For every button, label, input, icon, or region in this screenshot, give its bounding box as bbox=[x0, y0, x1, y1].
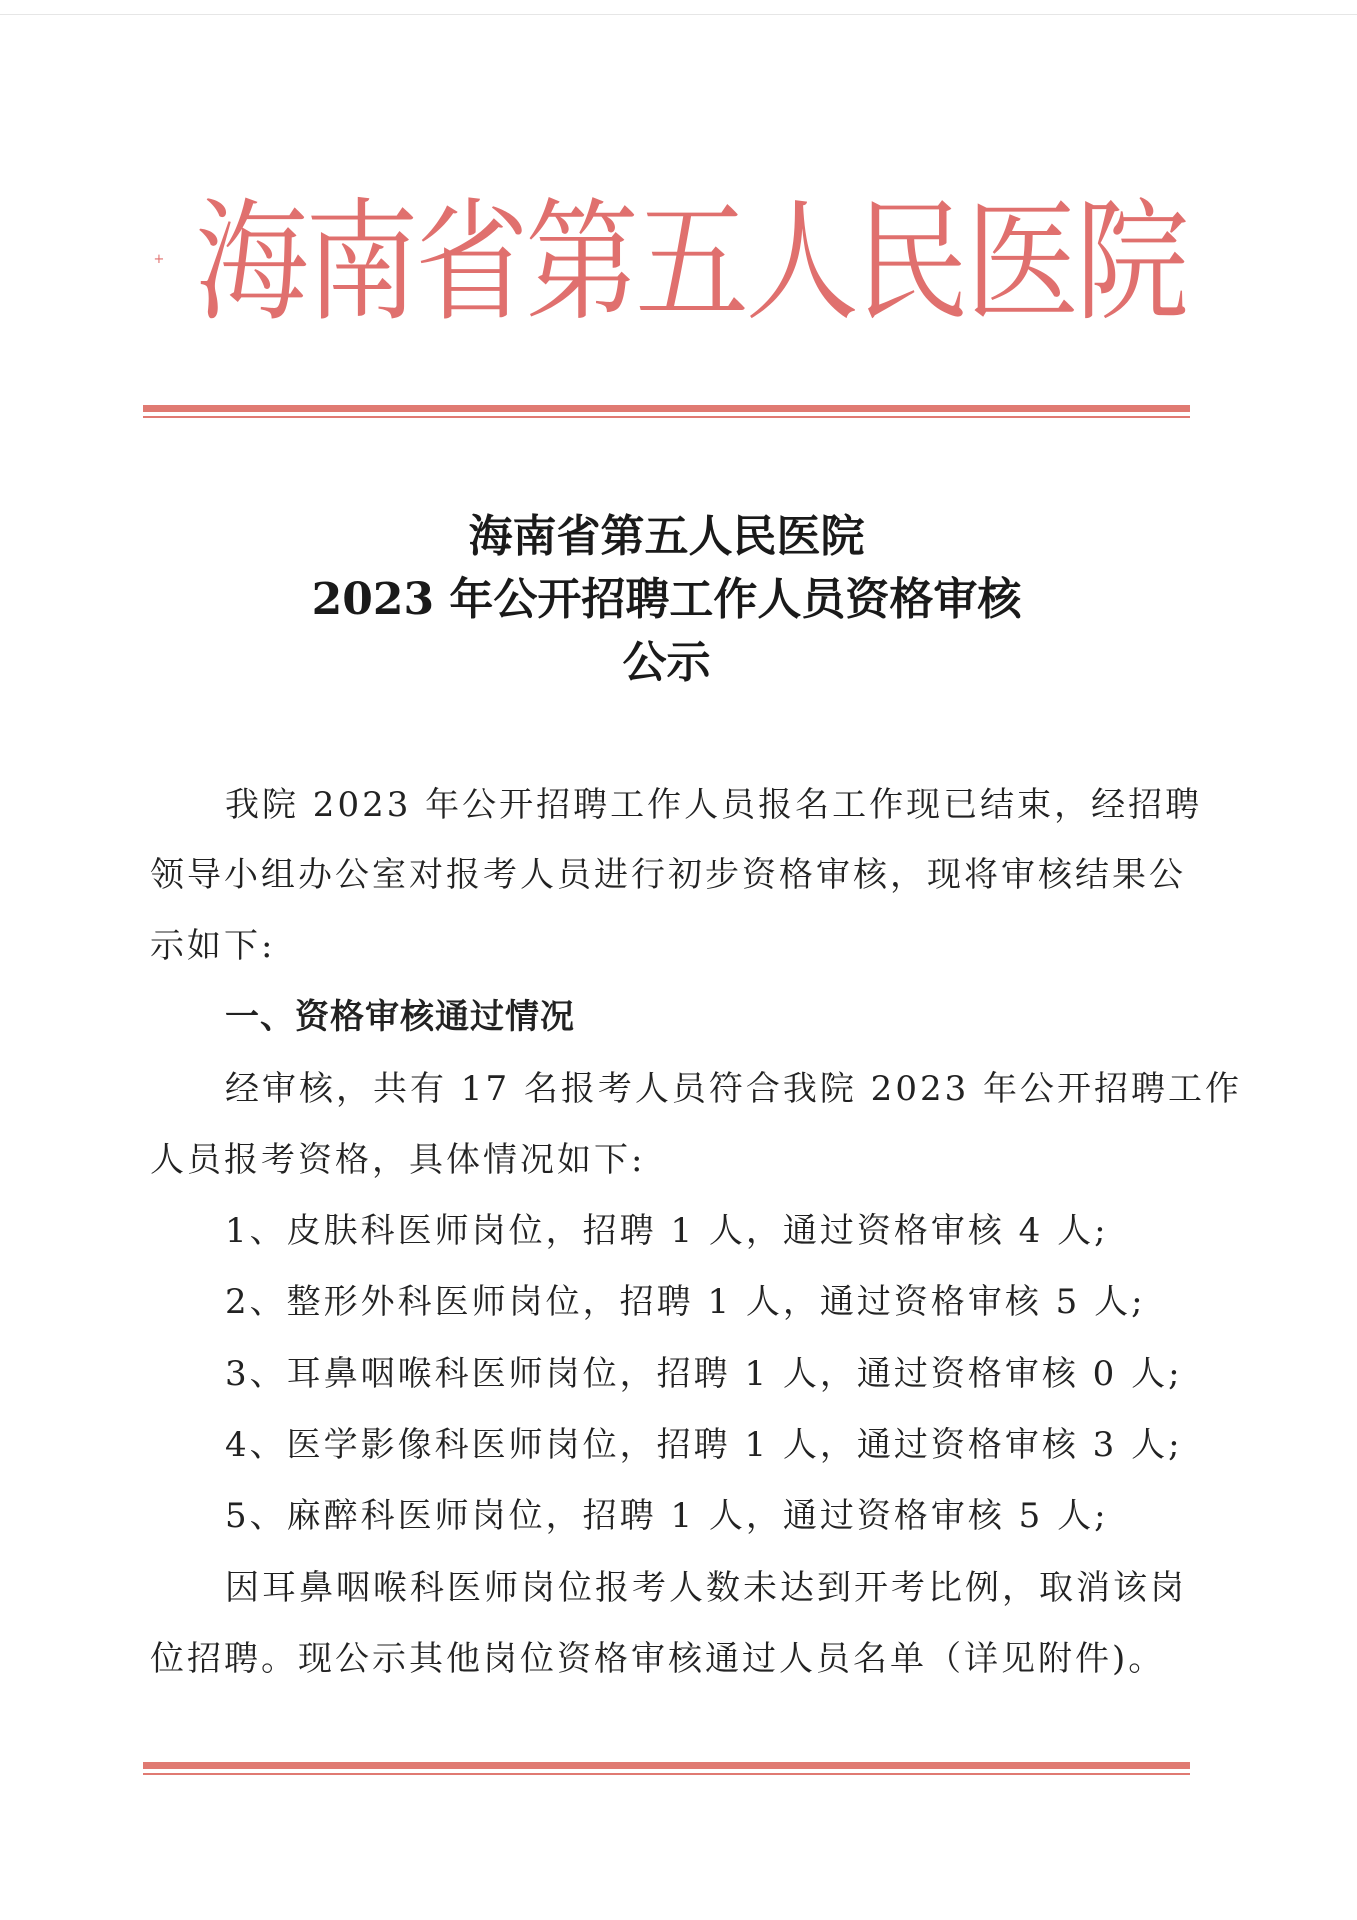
position-item: 2、整形外科医师岗位，招聘 1 人，通过资格审核 5 人; bbox=[225, 1282, 1146, 1322]
intro-line-2: 领导小组办公室对报考人员进行初步资格审核，现将审核结果公 bbox=[150, 855, 1186, 895]
letterhead-title: 海南省第五人民医院 bbox=[195, 186, 1186, 340]
footer-divider bbox=[143, 1762, 1190, 1769]
page-top-edge bbox=[0, 14, 1357, 15]
intro-line-3: 示如下: bbox=[150, 926, 276, 966]
registration-mark: + bbox=[153, 252, 165, 267]
intro-line-1: 我院 2023 年公开招聘工作人员报名工作现已结束，经招聘 bbox=[225, 785, 1203, 825]
summary-line-2: 人员报考资格，具体情况如下: bbox=[150, 1140, 646, 1180]
note-line-2: 位招聘。现公示其他岗位资格审核通过人员名单（详见附件)。 bbox=[150, 1639, 1166, 1679]
summary-line-1: 经审核，共有 17 名报考人员符合我院 2023 年公开招聘工作 bbox=[225, 1069, 1243, 1109]
title-line-2: 2023 年公开招聘工作人员资格审核 bbox=[311, 574, 1022, 625]
position-item: 1、皮肤科医师岗位，招聘 1 人，通过资格审核 4 人; bbox=[225, 1211, 1109, 1251]
position-item: 4、医学影像科医师岗位，招聘 1 人，通过资格审核 3 人; bbox=[225, 1425, 1183, 1465]
title-line-1: 海南省第五人民医院 bbox=[468, 511, 865, 562]
section-heading-1: 一、资格审核通过情况 bbox=[225, 997, 575, 1037]
document-title bbox=[143, 505, 1190, 694]
note-line-1: 因耳鼻咽喉科医师岗位报考人数未达到开考比例，取消该岗 bbox=[225, 1568, 1187, 1608]
title-line-3: 公示 bbox=[622, 637, 711, 688]
position-item: 5、麻醉科医师岗位，招聘 1 人，通过资格审核 5 人; bbox=[225, 1496, 1109, 1536]
letterhead-divider bbox=[143, 405, 1190, 412]
position-item: 3、耳鼻咽喉科医师岗位，招聘 1 人，通过资格审核 0 人; bbox=[225, 1354, 1183, 1394]
